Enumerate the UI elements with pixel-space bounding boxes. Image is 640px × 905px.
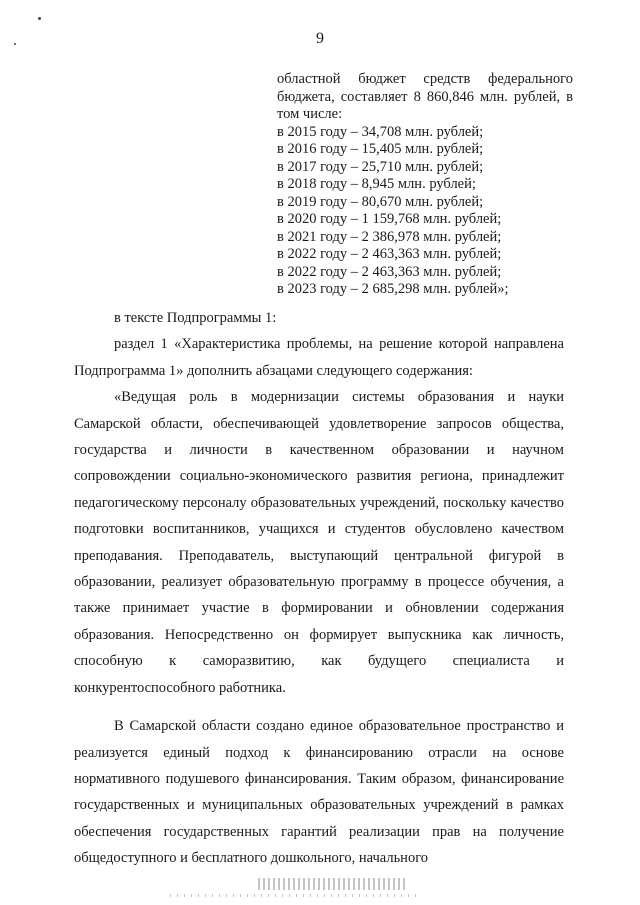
document-body bbox=[74, 305, 564, 872]
budget-year-item: в 2016 году – 15,405 млн. рублей; bbox=[277, 141, 484, 157]
budget-year-item: в 2022 году – 2 463,363 млн. рублей; bbox=[277, 263, 502, 280]
budget-year-item: в 2015 году – 34,708 млн. рублей; bbox=[277, 123, 484, 140]
budget-year-item: в 2021 году – 2 386,978 млн. рублей; bbox=[277, 228, 502, 245]
paragraph-leading-role: «Ведущая роль в модернизации системы образования и науки Самарской области, обеспечивающей удовлетворение запросов общества, государства и личности в качественном образовании и научном сопровождении социально-экономического развития региона, принадлежит педагогическому персоналу образовательных учреждений, поскольку качество подготовки воспитанников, учащихся и студентов обусловлено качеством преподавания. Преподаватель, выступающий центральной фигурой в образовании, реализует образовательную программу в процессе обучения, а также принимает участие в формировании и обновлении содержания образования. Непосредственно он формирует выпускника как личность, способную к саморазвитию, как будущего специалиста и конкурентоспособного работника. bbox=[74, 389, 564, 696]
budget-year-item: в 2019 году – 80,670 млн. рублей; bbox=[277, 193, 484, 210]
page-number: 9 bbox=[316, 30, 324, 47]
scan-artifact-footer-line bbox=[170, 894, 420, 897]
paragraph-section-amendment: раздел 1 «Характеристика проблемы, на решение которой направлена Подпрограмма 1» дополнить абзацами следующего содержания: bbox=[74, 336, 564, 379]
scan-artifact-dot bbox=[14, 43, 16, 45]
budget-year-item: в 2017 году – 25,710 млн. рублей; bbox=[277, 158, 484, 175]
paragraph-samara-education: В Самарской области создано единое образовательное пространство и реализуется единый подход к финансированию отрасли на основе нормативного подушевого финансирования. Таким образом, финансирование государственных и муниципальных образовательных учреждений в рамках обеспечения государственных гарантий реализации прав на получение общедоступного и бесплатного дошкольного, начального bbox=[74, 718, 564, 867]
scan-artifact-dot bbox=[38, 17, 41, 20]
budget-year-item: в 2023 году – 2 685,298 млн. рублей»; bbox=[277, 281, 509, 297]
budget-year-item: в 2020 году – 1 159,768 млн. рублей; bbox=[277, 211, 502, 227]
budget-funding-block bbox=[277, 71, 573, 299]
budget-year-item: в 2022 году – 2 463,363 млн. рублей; bbox=[277, 246, 502, 262]
budget-year-item: в 2018 году – 8,945 млн. рублей; bbox=[277, 176, 476, 192]
budget-intro-text: областной бюджет средств федерального бюджета, составляет 8 860,846 млн. рублей, в том числе: bbox=[277, 71, 573, 122]
paragraph-subprogram-text: в тексте Подпрограммы 1: bbox=[114, 310, 277, 326]
scan-artifact-footer bbox=[258, 878, 408, 890]
